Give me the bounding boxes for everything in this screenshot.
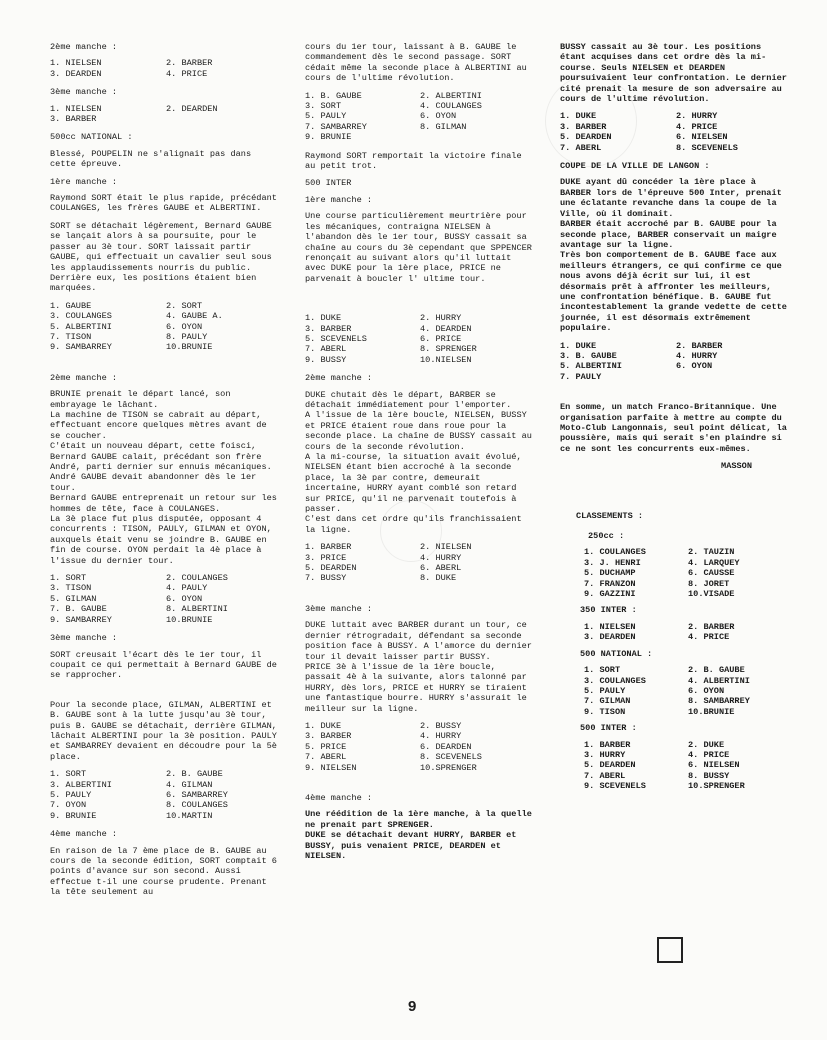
result-left: 1. GAUBE [50, 300, 92, 311]
result-row [50, 104, 282, 114]
result-left: 7. SAMBARREY [305, 121, 367, 132]
result-left: 1. SORT [50, 573, 87, 584]
result-left: 3. COULANGES [50, 311, 112, 322]
paragraph: PRICE 3è à l'issue de la 1ère boucle, passait 4è à la suivante, alors talonné par HURRY, dès lors, PRICE et HURRY se tiraient une fantastique bourre. HURRY s'assurait le meilleur sur la ligne. [305, 661, 527, 714]
results-list [560, 111, 792, 153]
paragraph: A l'issue de la 1ère boucle, NIELSEN, BUSSY et PRICE étaient roue dans roue pour la seconde place. La chaîne de BUSSY cassait au cours de la seconde révolution. [305, 410, 532, 452]
results-list [560, 341, 792, 383]
result-left: 7. ABERL [560, 142, 602, 153]
paragraph: Une réédition de la 1ère manche, à la quelle ne prenait part SPRENGER. [305, 809, 532, 830]
result-right: 10.VISADE [688, 589, 735, 600]
result-left: 5. ALBERTINI [50, 321, 112, 332]
results-list [50, 769, 282, 821]
result-left: 9. TISON [584, 706, 626, 717]
result-left: 1. SORT [50, 769, 87, 780]
result-left: 1. SORT [584, 665, 621, 676]
result-row [584, 665, 792, 675]
result-left: 7. TISON [50, 331, 92, 342]
paragraph: SORT creusait l'écart dès le 1er tour, il coupait ce qui permettait à Bernard GAUBE de se rapprocher. [50, 649, 277, 681]
result-right: 4. LARQUEY [688, 557, 740, 568]
result-right: 8. SAMBARREY [688, 696, 750, 707]
result-right: 4. PRICE [688, 632, 730, 643]
result-right: 10.BRUNIE [166, 614, 213, 625]
result-left: 3. DEARDEN [584, 632, 636, 643]
result-row [50, 301, 282, 311]
result-right: 2. DUKE [688, 739, 725, 750]
result-right: 8. COULANGES [166, 800, 228, 811]
paragraph: DUKE chutait dès le départ, BARBER se détachait immédiatement pour l'emporter. [305, 389, 512, 410]
results-list [50, 58, 282, 79]
result-left: 7. OYON [50, 800, 87, 811]
result-right: 2. B. GAUBE [166, 769, 223, 780]
result-right: 6. ABERL [420, 563, 462, 574]
result-right: 2. BUSSY [420, 720, 462, 731]
classements-section [576, 511, 792, 792]
result-row [305, 553, 535, 563]
result-right: 2. BARBER [688, 621, 735, 632]
result-row [50, 769, 282, 779]
paragraph: DUKE se détachait devant HURRY, BARBER et BUSSY, puis venaient PRICE, DEARDEN et NIELSEN. [305, 830, 517, 861]
result-right: 2. B. GAUBE [688, 665, 745, 676]
result-row [305, 132, 535, 142]
result-left: 9. BRUNIE [305, 132, 352, 143]
result-right: 6. CAUSSE [688, 568, 735, 579]
paragraph: Une course particulièrement meurtrière pour les mécaniques, contraigna NIELSEN à l'abandon dès le 1er tour, BUSSY cassait sa chaîne au cours du 3è cependant que SPPENCER renonçait au suivant alors qu'il luttait avec DUKE pour la 1ère place, PRICE ne parvenait à boucler l' ultime tour. [305, 211, 532, 284]
result-right: 4. COULANGES [420, 101, 482, 112]
paragraph: DUKE ayant dû concéder la 1ère place à BARBER lors de l'épreuve 500 Inter, prenait une éclatante revanche dans la coupe de la Ville, où il dominait. [560, 177, 782, 219]
result-left: 1. DUKE [305, 720, 342, 731]
paragraph: Blessé, POUPELIN ne s'alignait pas dans cette épreuve. [50, 148, 252, 170]
result-row [305, 573, 535, 583]
result-row [305, 721, 535, 731]
result-row [50, 800, 282, 810]
result-row [560, 361, 792, 371]
paragraph: C'était un nouveau départ, cette foisci, Bernard GAUBE calait, précédant son frère André, parti dernier sur ennuis mécaniques. André GAUBE devait abandonner dès le 1er tour. [50, 441, 272, 493]
result-left: 3. PRICE [305, 552, 347, 563]
result-left: 7. BUSSY [305, 573, 347, 584]
result-right: 4. PRICE [166, 68, 208, 79]
results-list [305, 721, 535, 773]
result-right: 8. ALBERTINI [166, 604, 228, 615]
heading-250cc: 250cc : [588, 531, 625, 542]
result-right: 8. GILMAN [420, 121, 467, 132]
result-row [584, 568, 792, 578]
result-row [305, 731, 535, 741]
result-row [305, 122, 535, 132]
result-row [50, 780, 282, 790]
result-right: 2. COULANGES [166, 573, 228, 584]
result-left: 9. BUSSY [305, 354, 347, 365]
result-right: 6. DEARDEN [420, 741, 472, 752]
result-left: 3. BARBER [305, 323, 352, 334]
result-row [305, 752, 535, 762]
column-middle [305, 42, 535, 868]
result-right: 4. GILMAN [166, 779, 213, 790]
result-row [584, 740, 792, 750]
result-row [584, 558, 792, 568]
result-left: 1. DUKE [560, 111, 597, 122]
result-right: 2. SORT [166, 300, 203, 311]
paragraph: BARBER était accroché par B. GAUBE pour la seconde place, BARBER conservait un maigre avantage sur la ligne. [560, 219, 777, 250]
result-right: 10.BRUNIE [688, 706, 735, 717]
result-right: 8. SPRENGER [420, 344, 477, 355]
result-row [560, 341, 792, 351]
result-right: 10.SPRENGER [688, 781, 745, 792]
result-left: 5. PAULY [584, 685, 626, 696]
result-left: 1. DUKE [305, 313, 342, 324]
result-left: 5. SCEVENELS [305, 333, 367, 344]
result-right: 4. HURRY [420, 731, 462, 742]
result-row [584, 622, 792, 632]
results-list [584, 622, 792, 643]
heading-classements: CLASSEMENTS : [576, 510, 644, 521]
result-left: 5. PAULY [50, 789, 92, 800]
result-left: 1. BARBER [584, 739, 631, 750]
result-row [50, 311, 282, 321]
result-left: 3. B. GAUBE [560, 350, 617, 361]
heading-3eme-manche: 3ème manche : [305, 603, 373, 614]
result-right: 10.BRUNIE [166, 342, 213, 353]
result-left: 7. ABERL [584, 770, 626, 781]
result-left: 3. COULANGES [584, 675, 646, 686]
result-row [50, 594, 282, 604]
heading-350-inter: 350 INTER : [580, 605, 637, 616]
paragraph: cours du 1er tour, laissant à B. GAUBE le commandement dès le second passage. SORT cédait même la seconde place à ALBERTINI au cours de l'ultime révolution. [305, 42, 527, 84]
result-row [305, 344, 535, 354]
result-row [50, 69, 282, 79]
result-right: 2. BARBER [166, 58, 213, 69]
result-row [50, 615, 282, 625]
result-left: 5. DUCHAMP [584, 568, 636, 579]
result-row [50, 332, 282, 342]
empty-checkbox-square [657, 937, 683, 963]
heading-3eme-manche: 3ème manche : [50, 633, 118, 644]
result-row [305, 324, 535, 334]
result-right: 8. SCEVENELS [676, 142, 738, 153]
result-right: 10.SPRENGER [420, 762, 477, 773]
result-right: 6. OYON [688, 685, 725, 696]
result-left: 1. NIELSEN [50, 58, 102, 69]
result-left: 1. NIELSEN [50, 103, 102, 114]
results-list [305, 542, 535, 584]
result-left: 7. PAULY [560, 371, 602, 382]
paragraph: Raymond SORT remportait la victoire finale au petit trot. [305, 150, 522, 172]
heading-3eme-manche-250: 3ème manche : [50, 87, 118, 98]
heading-4eme-manche: 4ème manche : [305, 792, 373, 803]
results-list [50, 104, 282, 125]
results-list [584, 665, 792, 717]
result-left: 5. ALBERTINI [560, 361, 622, 372]
result-right [420, 132, 535, 142]
result-right: 6. OYON [166, 593, 203, 604]
heading-4eme-manche: 4ème manche : [50, 829, 118, 840]
result-left: 3. BARBER [560, 121, 607, 132]
result-row [584, 686, 792, 696]
result-left: 5. DEARDEN [584, 760, 636, 771]
result-left: 9. SAMBARREY [50, 614, 112, 625]
results-list [584, 547, 792, 599]
result-row [305, 334, 535, 344]
result-row [584, 707, 792, 717]
result-row [560, 132, 792, 142]
result-right: 6. OYON [420, 111, 457, 122]
result-left: 5. PRICE [305, 741, 347, 752]
result-right: 2. DEARDEN [166, 103, 218, 114]
result-right: 2. NIELSEN [420, 542, 472, 553]
result-right: 6. SAMBARREY [166, 789, 228, 800]
result-row [50, 114, 282, 124]
heading-500-inter: 500 INTER : [580, 723, 637, 734]
paragraph: En somme, un match Franco-Britannique. Une organisation parfaite à mettre au compte du Moto-Club Langonnais, seul point délicat, la poussière, mais qui serait s'en plaindre si ce ne sont les concurrents eux-mêmes. [560, 402, 787, 454]
results-list [305, 313, 535, 365]
results-list [584, 740, 792, 792]
result-left: 1. COULANGES [584, 547, 646, 558]
result-right: 6. NIELSEN [676, 132, 728, 143]
result-left: 3. BARBER [50, 114, 97, 125]
result-row [305, 111, 535, 121]
result-left: 3. ALBERTINI [50, 779, 112, 790]
result-right: 4. DEARDEN [420, 323, 472, 334]
result-row [305, 542, 535, 552]
result-right: 4. ALBERTINI [688, 675, 750, 686]
result-row [584, 589, 792, 599]
result-row [584, 750, 792, 760]
result-left: 1. DUKE [560, 340, 597, 351]
heading-2eme-manche: 2ème manche : [305, 373, 373, 384]
paragraph: BUSSY cassait au 3è tour. Les positions étant acquises dans cet ordre dès la mi-course. Seuls NIELSEN et DEARDEN poursuivaient leur confrontation. Le dernier cité prenait la mesure de son adversaire au cours de l'ultime révolution. [560, 42, 787, 105]
result-row [50, 790, 282, 800]
result-right: 4. GAUBE A. [166, 311, 223, 322]
result-left: 3. DEARDEN [50, 68, 102, 79]
result-row [305, 355, 535, 365]
result-right: 2. TAUZIN [688, 547, 735, 558]
result-row [50, 58, 282, 68]
heading-1ere-manche: 1ère manche : [50, 176, 118, 187]
result-row [50, 811, 282, 821]
result-right: 8. DUKE [420, 573, 457, 584]
paragraph: Bernard GAUBE entreprenait un retour sur les hommes de tête, face à COULANGES. [50, 493, 277, 514]
result-row [50, 342, 282, 352]
result-row [305, 91, 535, 101]
results-list [50, 301, 282, 353]
result-left: 9. GAZZINI [584, 589, 636, 600]
result-left: 5. DEARDEN [305, 563, 357, 574]
result-row [584, 632, 792, 642]
result-row [305, 101, 535, 111]
result-right: 2. ALBERTINI [420, 90, 482, 101]
result-left: 7. B. GAUBE [50, 604, 107, 615]
result-row [50, 604, 282, 614]
result-left: 1. B. GAUBE [305, 90, 362, 101]
result-left: 5. DEARDEN [560, 132, 612, 143]
paragraph: La 3è place fut plus disputée, opposant 4 concurrents : TISON, PAULY, GILMAN et OYON, auxquels était venu se joindre B. GAUBE en fin de course. OYON perdait la 4è place à l'issue du dernier tour. [50, 514, 272, 566]
paragraph: La machine de TISON se cabrait au départ, effectuant encore quelques mètres avant de se coucher. [50, 409, 267, 441]
result-row [560, 111, 792, 121]
result-right: 2. HURRY [676, 111, 718, 122]
paragraph: Pour la seconde place, GILMAN, ALBERTINI et B. GAUBE sont à la lutte jusqu'au 3è tour, puis B. GAUBE se détachait, derrière GILMAN, lâchait ALBERTINI pour la 3è position. PAULY et SAMBARREY devaient en découdre pour la 5è place. [50, 699, 277, 762]
result-right: 4. HURRY [676, 350, 718, 361]
paragraph: Très bon comportement de B. GAUBE face aux meilleurs étrangers, ce qui confirme ce que nous avons déjà écrit sur lui, il est désormais prêt à affronter les meilleurs, une confrontation bénéfique. B. GAUBE fut incontestablement la grande vedette de cette journée, il est désormais extrêmement populaire. [560, 250, 787, 334]
result-right: 10.MARTIN [166, 810, 213, 821]
heading-500cc-national: 500cc NATIONAL : [50, 132, 133, 143]
result-row [50, 573, 282, 583]
result-left: 3. SORT [305, 101, 342, 112]
results-list [50, 573, 282, 625]
column-right [560, 42, 792, 798]
result-right: 2. HURRY [420, 313, 462, 324]
result-right: 8. SCEVENELS [420, 752, 482, 763]
result-row [584, 760, 792, 770]
result-row [584, 676, 792, 686]
result-right: 4. PAULY [166, 583, 208, 594]
result-right: 8. BUSSY [688, 770, 730, 781]
paragraph: DUKE luttait avec BARBER durant un tour, ce dernier rétrogradait, défendant sa seconde position face à BUSSY. A l'amorce du dernier tour il devait laisser partir BUSSY. [305, 620, 532, 662]
result-left: 9. SCEVENELS [584, 781, 646, 792]
column-left [50, 42, 282, 905]
result-right: 6. OYON [166, 321, 203, 332]
author-signature: MASSON [721, 461, 752, 472]
result-right: 10.NIELSEN [420, 354, 472, 365]
heading-500-national: 500 NATIONAL : [580, 648, 653, 659]
result-left: 7. ABERL [305, 344, 347, 355]
paragraph: BRUNIE prenait le départ lancé, son embrayage le lâchant. [50, 389, 231, 410]
result-row [305, 563, 535, 573]
result-right: 6. OYON [676, 361, 713, 372]
result-row [305, 742, 535, 752]
result-right: 4. HURRY [420, 552, 462, 563]
result-left: 3. BARBER [305, 731, 352, 742]
result-left: 9. BRUNIE [50, 810, 97, 821]
result-right: 2. BARBER [676, 340, 723, 351]
results-list [305, 91, 535, 143]
result-left: 5. GILMAN [50, 593, 97, 604]
result-right: 6. PRICE [420, 333, 462, 344]
result-right: 6. NIELSEN [688, 760, 740, 771]
result-left: 3. J. HENRI [584, 557, 641, 568]
result-right [676, 372, 792, 382]
result-row [584, 696, 792, 706]
heading-coupe-langon: COUPE DE LA VILLE DE LANGON : [560, 161, 710, 172]
result-right [166, 114, 282, 124]
result-right: 4. PRICE [676, 121, 718, 132]
result-row [560, 122, 792, 132]
heading-2eme-manche-250: 2ème manche : [50, 42, 118, 52]
paragraph: SORT se détachait légèrement, Bernard GAUBE se lançait alors à sa poursuite, pour le passer au 3è tour. SORT laissait partir GAUBE, qui effectuait un cavalier seul sous les applaudissements nourris du public. Derrière eux, les positions étaient bien marquées. [50, 220, 272, 294]
result-row [305, 763, 535, 773]
paragraph: C'est dans cet ordre qu'ils franchissaient la ligne. [305, 514, 522, 535]
result-left: 7. GILMAN [584, 696, 631, 707]
result-left: 1. BARBER [305, 542, 352, 553]
result-right: 8. JORET [688, 578, 730, 589]
result-row [305, 313, 535, 323]
result-left: 3. HURRY [584, 749, 626, 760]
paragraph: En raison de la 7 ème place de B. GAUBE au cours de la seconde édition, SORT comptait 6 points d'avance sur son second. Aussi effectue t-il une course prudente. Prenant la tête seulement au [50, 845, 277, 898]
result-row [584, 579, 792, 589]
result-left: 9. SAMBARREY [50, 342, 112, 353]
result-row [560, 351, 792, 361]
page-number: 9 [408, 998, 417, 1015]
result-right: 4. PRICE [688, 749, 730, 760]
result-row [50, 322, 282, 332]
paragraph: A la mi-course, la situation avait évolué, NIELSEN étant bien accroché à la seconde place, la 3è par contre, demeurait incertaine, HURRY ayant comblé son retard sur PRICE, qu'il ne parvenait toutefois à passer. [305, 452, 522, 515]
result-row [560, 143, 792, 153]
result-row [584, 771, 792, 781]
result-row [584, 547, 792, 557]
result-left: 7. FRANZON [584, 578, 636, 589]
result-row [584, 781, 792, 791]
result-row [50, 583, 282, 593]
result-row [560, 372, 792, 382]
result-left: 5. PAULY [305, 111, 347, 122]
heading-500-inter: 500 INTER [305, 178, 352, 189]
result-left: 3. TISON [50, 583, 92, 594]
paragraph: Raymond SORT était le plus rapide, précédant COULANGES, les frères GAUBE et ALBERTINI. [50, 193, 277, 214]
result-left: 9. NIELSEN [305, 762, 357, 773]
heading-2eme-manche: 2ème manche : [50, 372, 118, 383]
result-left: 1. NIELSEN [584, 621, 636, 632]
result-right: 8. PAULY [166, 331, 208, 342]
result-left: 7. ABERL [305, 752, 347, 763]
heading-1ere-manche: 1ère manche : [305, 194, 373, 205]
